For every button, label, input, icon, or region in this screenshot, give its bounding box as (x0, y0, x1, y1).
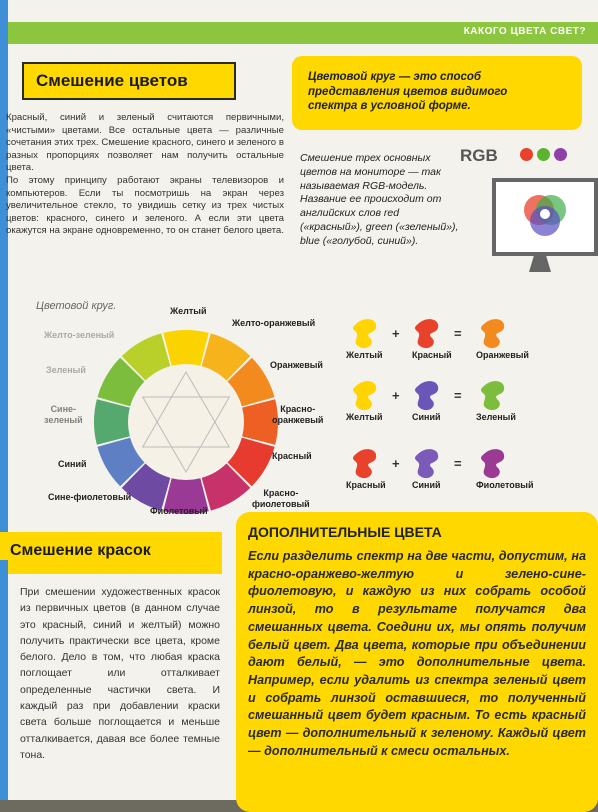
wheel-label: Красный (272, 451, 312, 461)
paint-blob-icon (412, 446, 446, 482)
wheel-center (130, 366, 242, 478)
wheel-label: Сине-фиолетовый (48, 492, 132, 502)
rgb-label: RGB (460, 146, 498, 165)
plus-icon: + (392, 388, 400, 403)
page-edge-bottom (0, 560, 8, 800)
header-band (8, 22, 598, 44)
paint-blob-icon (412, 316, 446, 352)
paint-text: При смешении художественных красок из первичных цветов (в данном случае это красный, синий и желтый) можно получить практически все цвета, кроме белого. Дело в том, что любая краска поглощает или отталкивает определенные частички света. И каждый раз при добавлении краски света больше поглощается и меньше отталкивается, давая все более темные тона. (20, 586, 220, 761)
mix-label: Синий (412, 412, 441, 422)
intro-text (6, 112, 284, 238)
green-dot-icon (537, 148, 550, 161)
wheel-segment (94, 399, 130, 444)
paint-blob-icon (478, 446, 512, 482)
monitor-icon (492, 178, 598, 256)
paint-blob-icon (478, 378, 512, 414)
red-dot-icon (520, 148, 533, 161)
paint-blob-icon (350, 316, 384, 352)
wheel-label: Желто-оранжевый (232, 318, 316, 328)
equals-icon: = (454, 456, 462, 471)
paint-blob-icon (412, 378, 446, 414)
wheel-segment (163, 330, 208, 366)
wheel-label: Сине- зеленый (44, 404, 83, 425)
rgb-circles-icon (496, 182, 594, 252)
wheel-label: Красно- оранжевый (272, 404, 324, 425)
complementary-title: ДОПОЛНИТЕЛЬНЫЕ ЦВЕТА (248, 524, 442, 540)
definition-text: Цветовой круг — это способ представления цветов видимого спектра в условной форме. (308, 71, 508, 112)
equals-icon: = (454, 326, 462, 341)
rgb-description: Смешение трех основных цветов на мониторе — так называемая RGB-модель. Название ее происходит от английских слов red («красный»), green («зеленый»), blue («голубой, синий»). (300, 152, 459, 247)
section-title-box (22, 62, 236, 100)
purple-dot-icon (554, 148, 567, 161)
paint-blob-icon (350, 378, 384, 414)
mix-label: Зеленый (476, 412, 516, 422)
mix-label: Фиолетовый (476, 480, 534, 490)
wheel-label: Зеленый (46, 365, 86, 375)
header-title: КАКОГО ЦВЕТА СВЕТ? (463, 26, 586, 37)
wheel-label: Оранжевый (270, 360, 323, 370)
definition-box (292, 56, 582, 130)
paint-blob-icon (350, 446, 384, 482)
paint-title-box (0, 532, 222, 574)
mix-label: Желтый (346, 412, 383, 422)
paint-blob-icon (478, 316, 512, 352)
complementary-text: Если разделить спектр на две части, допустим, на красно-оранжево-желтую и зелено-сине-фиолетовую, и каждую из них собрать особой линзой, то в результате получатся два смешанных цвета. Соедини их, мы опять получим белый цвет. Два цвета, которые при объединении дают белый, — это дополнительные цвета. Например, если удалить из спектра зеленый цвет и собрать линзой оставшиеся, то полученный смешанный цвет будет красным. То есть красный цвет — дополнительный к зеленому. Каждый цвет — дополнительный к смеси остальных. (248, 549, 586, 758)
intro-paragraph-2: По этому принципу работают экраны телевизоров и компьютеров. Если ты посмотришь на экран через увеличительное стекло, то увидишь сетку из трех чистых цветов: красного, синего и зеленого. А если эти цвета окажутся на экране одновременно, то он станет белого цвета. (6, 174, 284, 237)
complementary-box (236, 512, 598, 812)
section-title: Смешение цветов (36, 71, 188, 90)
wheel-label: Красно- фиолетовый (252, 488, 310, 509)
wheel-label: Желтый (170, 306, 207, 316)
wheel-label: Фиолетовый (150, 506, 208, 516)
monitor-stand-icon (515, 252, 565, 274)
paint-title: Смешение красок (10, 542, 151, 559)
wheel-label: Желто-зеленый (44, 330, 115, 340)
wheel-label: Синий (58, 459, 87, 469)
plus-icon: + (392, 326, 400, 341)
intro-paragraph-1: Красный, синий и зеленый считаются первичными, «чистыми» цветами. Все остальные цвета — различные сочетания этих трех. Смешение красного, синего и зеленого в разных пропорциях позволяет нам получить остальные цвета. (6, 112, 284, 174)
wheel-caption: Цветовой круг. (36, 300, 117, 312)
plus-icon: + (392, 456, 400, 471)
mix-label: Красный (346, 480, 386, 490)
mix-label: Желтый (346, 350, 383, 360)
mix-label: Красный (412, 350, 452, 360)
mix-label: Синий (412, 480, 441, 490)
mix-label: Оранжевый (476, 350, 529, 360)
equals-icon: = (454, 388, 462, 403)
